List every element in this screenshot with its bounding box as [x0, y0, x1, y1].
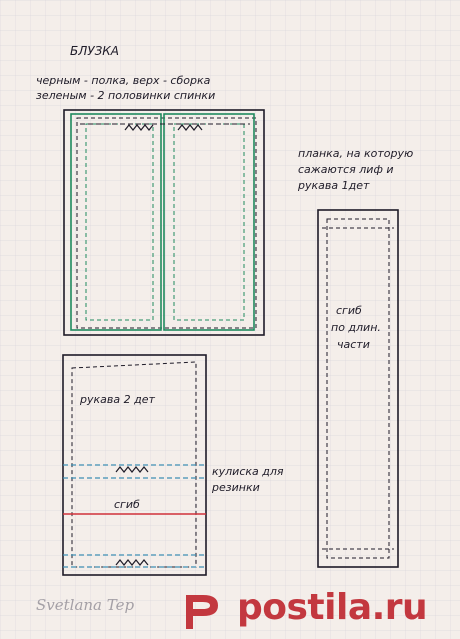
strip-fold-line-2: по длин. [331, 321, 381, 334]
strip-note-line-3: рукава 1дет [298, 179, 370, 192]
legend-black: черным - полка, верх - сборка [36, 74, 211, 87]
sleeve-fold-label: сгиб [114, 498, 140, 511]
sleeve-label: рукава 2 дет [80, 393, 155, 406]
author-signature: Svetlana Tep [36, 596, 135, 614]
strip-note-line-2: сажаются лиф и [298, 163, 394, 176]
postila-watermark[interactable]: postila.ru [237, 587, 428, 628]
strip-fold-line-3: части [337, 338, 370, 351]
pattern-title: БЛУЗКА [70, 44, 119, 58]
legend-green: зеленым - 2 половинки спинки [36, 89, 216, 102]
casing-label-line-2: резинки [212, 481, 260, 494]
postila-logo-icon [180, 589, 226, 635]
strip-note-line-1: планка, на которую [298, 147, 414, 160]
strip-fold-line-1: сгиб [336, 304, 362, 317]
casing-label-line-1: кулиска для [212, 465, 284, 478]
